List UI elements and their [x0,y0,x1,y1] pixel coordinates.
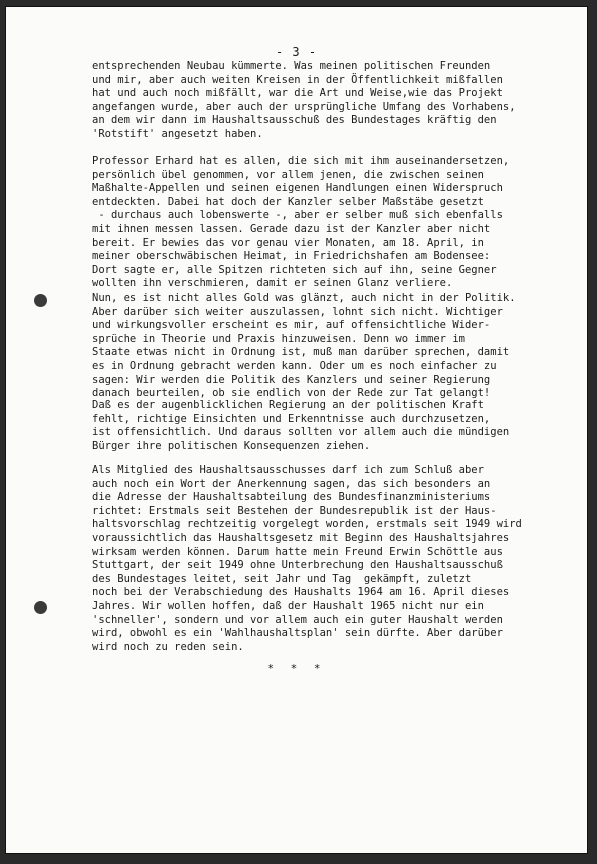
text-line: an dem wir dann im Haushaltsausschuß des Bundestages kräftig den [92,114,497,127]
text-line: voraussichtlich das Haushaltsgesetz mit Beginn des Haushaltsjahres [92,531,510,544]
text-line: persönlich übel genommen, vor allem jenen, die zwischen seinen [92,168,484,181]
text-line: ist offensichtlich. Und daraus sollten vor allem auch die mündigen [92,426,510,439]
text-line: fehlt, richtige Einsichten und Erkenntnisse auch durchzusetzen, [92,412,491,425]
text-line: Jahres. Wir wollen hoffen, daß der Haushalt 1965 nicht nur ein [92,599,484,612]
text-line: wird, obwohl es ein 'Wahlhaushaltsplan' sein dürfte. Aber darüber [92,627,503,640]
text-line: entsprechenden Neubau kümmerte. Was meinen politischen Freunden [92,60,491,72]
text-line: auch noch ein Wort der Anerkennung sagen, das sich besonders an [92,477,491,490]
text-line: und mir, aber auch weiten Kreisen in der Öffentlichkeit mißfallen [92,73,503,86]
text-line: 'schneller', sondern und vor allem auch ein guter Haushalt werden [92,613,503,626]
text-line: hat und auch noch mißfällt, war die Art und Weise,wie das Projekt [92,87,503,100]
text-line: sagen: Wir werden die Politik des Kanzlers und seiner Regierung [92,373,491,386]
text-line: Aber darüber sich weiter auszulassen, lohnt sich nicht. Wichtiger [92,305,503,318]
text-line: Stuttgart, der seit 1949 ohne Unterbrechung den Haushaltsausschuß [92,559,503,572]
text-line: des Bundestages leitet, seit Jahr und Tag gekämpft, zuletzt [92,572,472,585]
text-line: bereit. Er bewies das vor genau vier Monaten, am 18. April, in [92,236,484,249]
text-line: wollten ihn verschmieren, damit er seinen Glanz verliere. [92,277,453,290]
text-line: die Adresse der Haushaltsabteilung des Bundesfinanzministeriums [92,491,491,504]
text-line: angefangen wurde, aber auch der ursprüngliche Umfang des Vorhabens, [92,100,516,113]
text-line: haltsvorschlag rechtzeitig vorgelegt worden, erstmals seit 1949 wird [92,518,522,531]
text-line: Als Mitglied des Haushaltsausschusses darf ich zum Schluß aber [92,464,484,476]
paragraph-1 [92,60,588,142]
punch-hole-lower [34,601,47,614]
text-line: danach beurteilen, ob sie endlich von der Rede zur Tat gelangt! [92,387,491,400]
section-separator: * * * [267,662,326,675]
text-line: wirksam werden können. Darum hatte mein Freund Erwin Schöttle aus [92,545,503,558]
text-line: Daß es der augenblicklichen Regierung an der politischen Kraft [92,399,484,411]
text-line: und wirkungsvoller erscheint es mir, auf offensichtliche Wider- [92,319,491,332]
text-line: Bürger ihre politischen Konsequenzen ziehen. [92,439,371,452]
punch-hole-upper [34,294,47,307]
paragraph-4 [92,399,588,453]
text-line: sprüche in Theorie und Praxis hinzuweisen. Denn wo immer im [92,332,465,345]
text-line: wird noch zu reden sein. [92,640,244,653]
text-line: - durchaus auch lobenswerte -, aber er selber muß sich ebenfalls [92,209,503,222]
text-line: Dort sagte er, alle Spitzen richteten sich auf ihn, seine Gegner [92,263,497,276]
text-line: meiner oberschwäbischen Heimat, in Friedrichshafen am Bodensee: [92,250,491,263]
text-line: 'Rotstift' angesetzt haben. [92,127,263,140]
text-line: mit ihnen messen lassen. Gerade dazu ist der Kanzler aber nicht [92,222,491,235]
text-line: Nun, es ist nicht alles Gold was glänzt, auch nicht in der Politik. [92,292,516,304]
text-line: Maßhalte-Appellen und seinen eigenen Handlungen einen Widerspruch [92,182,503,195]
paragraph-5 [92,464,588,654]
paragraph-2 [92,155,588,291]
text-line: entdeckten. Dabei hat doch der Kanzler selber Maßstäbe gesetzt [92,195,484,208]
text-line: es in Ordnung gebracht werden kann. Oder um es noch einfacher zu [92,359,497,372]
typewritten-page [5,6,588,854]
text-line: noch bei der Verabschiedung des Haushalts 1964 am 16. April dieses [92,586,510,599]
paragraph-3 [92,292,588,401]
text-line: richtet: Erstmals seit Bestehen der Bundesrepublik ist der Haus- [92,504,497,517]
page-number: - 3 - [275,45,318,59]
text-line: Professor Erhard hat es allen, die sich mit ihm auseinandersetzen, [92,155,510,167]
text-line: Staate etwas nicht in Ordnung ist, muß man darüber sprechen, damit [92,346,510,359]
